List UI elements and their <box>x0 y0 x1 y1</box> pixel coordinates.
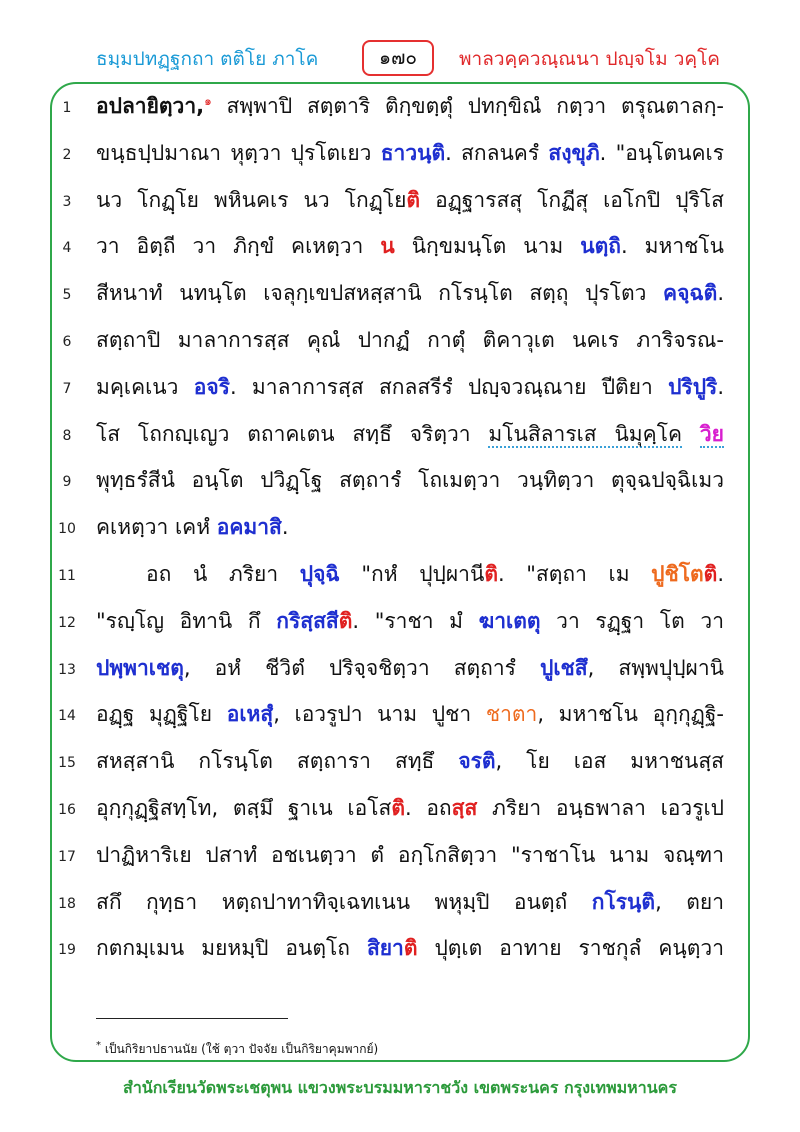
text-segment: นิกฺขมนฺโต นาม <box>394 234 581 259</box>
text-segment: นว โกฏฺโย พหินคเร นว โกฏฺโย <box>96 187 407 212</box>
text-line <box>0 743 800 783</box>
text-segment: , มหาชโน อุกฺกุฏฺฐิ- <box>537 702 724 727</box>
footnote <box>96 1040 378 1059</box>
text-segment: . "อนฺโตนคเร <box>599 140 724 165</box>
line-number: 11 <box>58 568 76 584</box>
text-segment: สตฺถาปิ มาลาการสฺส คุณํ ปากฏํ กาตุํ ติคาวุเต นคเร ภาริจรณ- <box>96 328 724 352</box>
line-text <box>96 324 724 357</box>
text-segment: . <box>717 281 724 306</box>
highlighted-word: สฺส <box>451 796 478 820</box>
text-line <box>0 603 800 643</box>
text-segment: . "สตฺถา เม <box>497 562 652 586</box>
highlighted-word: อจริ <box>193 374 230 399</box>
highlighted-word: ธาวนฺติ <box>380 140 446 165</box>
text-segment: . มหาชโน <box>620 234 724 259</box>
highlighted-word: ติ <box>403 936 418 961</box>
header-right-title: พาลวคฺควณฺณนา ปญฺจโม วคฺโค <box>459 48 720 70</box>
highlighted-word: ปูชิโต <box>651 562 704 586</box>
text-segment: คเหตฺวา เคหํ <box>96 515 217 540</box>
text-segment: สีหนาทํ นทนฺโต เจลุกฺเขปสหสฺสานิ กโรนฺโต สตฺถุ ปุรโตว <box>96 281 664 306</box>
line-number: 17 <box>58 848 76 865</box>
text-segment: สหสฺสานิ กโรนฺโต สตฺถารา สทฺธึ <box>96 749 459 774</box>
text-line <box>0 837 800 877</box>
line-text <box>96 418 724 451</box>
text-line <box>0 509 800 549</box>
line-number: 1 <box>62 100 72 116</box>
line-text <box>96 137 724 170</box>
text-segment: . มาลาการสฺส สกลสรีรํ ปญฺจวณฺณาย ปีติยา <box>229 374 669 399</box>
highlighted-word: ติ <box>338 608 353 633</box>
highlighted-word: นตฺถิ <box>580 234 621 259</box>
text-segment: . "ราชา มํ <box>352 608 479 633</box>
line-number: 8 <box>62 427 72 444</box>
highlighted-word: ติ <box>406 187 421 212</box>
text-segment: มคฺเคเนว <box>96 374 194 399</box>
text-segment: อฏฺฐารสสุ โกฏีสุ เอโกปิ ปุริโส <box>420 187 724 212</box>
text-segment: สพฺพาปิ สตฺตาริ ติกฺขตฺตุํ ปทกฺขิณํ กตฺวา ตรุณตาลกฺ- <box>211 94 724 118</box>
text-segment: อุกฺกุฏฺฐิสทฺโท, ตสฺมึ ฐาเน เอโส <box>96 796 392 820</box>
text-segment: โส โถกญฺเญว ตถาคเตน สทฺธึ จริตฺวา <box>96 421 489 446</box>
text-segment: , อหํ ชีวิตํ ปริจฺจชิตฺวา สตฺถารํ <box>183 655 541 680</box>
highlighted-word: น <box>380 234 395 259</box>
highlighted-word: อปลายิตฺวา, <box>96 94 205 118</box>
highlighted-word: อเหสุํ <box>226 702 274 727</box>
text-line <box>0 322 800 362</box>
footnote-text: เป็นกิริยาปธานนัย (ใช้ ตฺวา ปัจจัย เป็นกิริยาคุมพากย์) <box>104 1042 379 1056</box>
text-segment: ขนฺธปฺปมาณา หุตฺวา ปุรโตเยว <box>96 140 381 165</box>
line-text <box>96 745 724 778</box>
text-line <box>0 228 800 268</box>
text-segment: ปุตฺเต อาทาย ราชกุลํ คนฺตฺวา <box>417 936 724 961</box>
text-segment: สกึ กุทฺธา หตฺถปาทาทิจฺเฉทเนน พหุมฺปิ อนตฺถํ <box>96 889 592 914</box>
line-number: 16 <box>58 802 76 818</box>
highlighted-word: ปริปูริ <box>668 374 718 399</box>
highlighted-word: ปพฺพาเชตุ <box>96 655 184 680</box>
line-text <box>96 371 724 404</box>
line-text <box>96 184 724 217</box>
line-text <box>96 886 724 919</box>
line-text <box>96 605 724 638</box>
line-number: 10 <box>58 521 76 538</box>
text-segment: . <box>717 374 724 399</box>
line-number: 19 <box>58 942 76 959</box>
line-number: 4 <box>62 240 72 257</box>
text-line <box>0 790 800 830</box>
highlighted-word: มโนสิลารเส นิมุคฺโค <box>488 421 683 446</box>
text-segment: กตกมฺเมน มยหมฺปิ อนตฺโถ <box>96 936 367 961</box>
text-segment: . <box>281 515 289 540</box>
line-text <box>96 792 724 825</box>
highlighted-word: สิยา <box>366 936 404 961</box>
highlighted-word: ติ <box>703 562 718 586</box>
highlighted-word: ติ <box>484 562 498 586</box>
page-number: ๑๗๐ <box>362 40 434 76</box>
line-text <box>96 652 724 685</box>
line-number: 15 <box>58 755 76 772</box>
text-line <box>0 88 800 128</box>
text-line <box>0 462 800 502</box>
text-segment: "กหํ ปุปฺผานี <box>339 562 485 586</box>
highlighted-word: ปูเชสึ <box>540 655 588 680</box>
line-text <box>96 277 724 310</box>
line-text <box>96 839 724 872</box>
header-left-title: ธมฺมปทฏฺฐกถา ตติโย ภาโค <box>96 48 319 70</box>
text-line <box>0 275 800 315</box>
footnote-ref: ๑ <box>204 94 212 108</box>
footer-institution: สำนักเรียนวัดพระเชตุพน แขวงพระบรมมหาราชวัง เขตพระนคร กรุงเทพมหานคร <box>123 1078 677 1097</box>
text-segment: อถ นํ ภริยา <box>146 562 300 586</box>
line-number: 18 <box>58 895 76 912</box>
line-number: 13 <box>58 661 76 678</box>
text-segment: ภริยา อนฺธพาลา เอวรูเป <box>477 796 724 820</box>
text-line <box>0 696 800 736</box>
text-segment: , เอวรูปา นาม ปูชา <box>273 702 486 727</box>
line-number: 12 <box>58 614 76 631</box>
highlighted-word: ติ <box>391 796 405 820</box>
text-segment: อฏฺฐ มุฏฺฐิโย <box>96 702 227 727</box>
text-line <box>0 135 800 175</box>
text-line <box>0 650 800 690</box>
text-segment: . <box>717 562 724 586</box>
text-segment: , โย เอส มหาชนสฺส <box>495 749 724 774</box>
highlighted-word: ปุจฺฉิ <box>299 562 340 586</box>
highlighted-word: กโรนฺติ <box>591 889 656 914</box>
footnote-marker: * <box>96 1040 101 1051</box>
text-segment: วา รฏฺฐา โต วา <box>540 608 724 633</box>
line-text <box>96 464 724 497</box>
line-text <box>96 932 724 965</box>
highlighted-word: กริสฺสสี <box>276 608 339 633</box>
line-number: 5 <box>62 287 72 304</box>
line-number: 14 <box>58 708 76 725</box>
text-line <box>0 884 800 924</box>
highlighted-word: ชาตา <box>485 702 538 727</box>
highlighted-word: คจฺฉติ <box>663 281 718 306</box>
text-segment: . อถ <box>404 796 452 820</box>
text-line <box>0 182 800 222</box>
line-number: 7 <box>62 380 72 397</box>
line-number: 6 <box>62 334 72 350</box>
line-number: 9 <box>62 474 72 491</box>
text-segment: "รญฺโญ อิทานิ กึ <box>96 608 277 633</box>
highlighted-word: จรติ <box>458 749 496 774</box>
line-text <box>96 90 724 123</box>
text-segment <box>682 422 700 446</box>
highlighted-word: อคมาสิ <box>216 515 282 540</box>
line-number: 3 <box>62 193 72 210</box>
text-segment: , ตยา <box>655 889 724 914</box>
line-text <box>96 698 724 731</box>
highlighted-word: ฆาเตตุ <box>478 608 541 633</box>
text-line <box>0 416 800 456</box>
line-text <box>146 558 724 591</box>
line-number: 2 <box>62 146 72 163</box>
highlighted-word: สงฺขุภิ <box>548 140 600 165</box>
line-text <box>96 230 724 263</box>
line-text <box>96 511 724 544</box>
text-segment: , สพฺพปุปฺผานิ <box>587 655 724 680</box>
text-segment: พุทฺธรํสีนํ อนฺโต ปวิฏฺโฐ สตฺถารํ โถเมตฺวา วนฺทิตฺวา ตุจฺฉปจฺฉิเมว <box>96 468 724 493</box>
footnote-rule <box>96 1018 288 1019</box>
text-segment: . สกลนครํ <box>445 140 549 165</box>
text-segment: ปาฏิหาริเย ปสาทํ อชเนตฺวา ตํ อกฺโกสิตฺวา "ราชาโน นาม จณฺฑา <box>96 842 724 867</box>
text-line <box>0 369 800 409</box>
highlighted-word: วิย <box>699 421 724 446</box>
text-line <box>0 556 800 596</box>
text-segment: วา อิตฺถี วา ภิกฺขํ คเหตฺวา <box>96 234 381 259</box>
text-line <box>0 930 800 970</box>
